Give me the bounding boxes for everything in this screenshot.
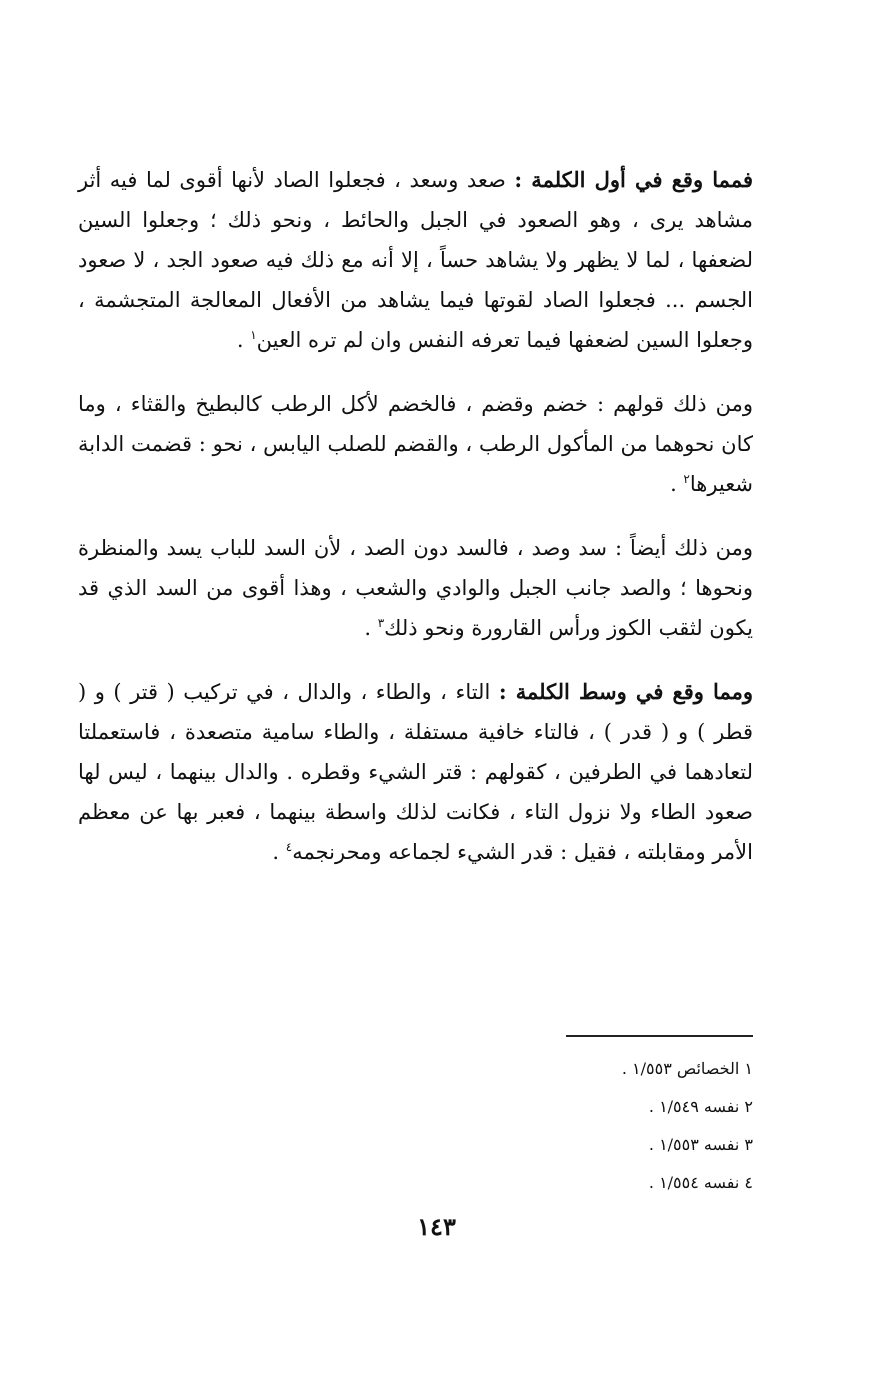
- paragraph-text: ومن ذلك أيضاً : سد وصد ، فالسد دون الصد ، لأن السد للباب يسد والمنظرة ونحوها ؛ والصد جانب الجبل والوادي والشعب ، وهذا أقوى من السد الذي قد يكون لثقب الكوز ورأس القارورة ونحو ذلك: [78, 536, 753, 640]
- paragraph-lead: ومما وقع في وسط الكلمة :: [498, 679, 753, 704]
- footnote-ref: ٢: [683, 472, 690, 486]
- footnote-4: ٤ نفسه ١/٥٥٤ .: [648, 1173, 753, 1192]
- footnote-ref: ١: [250, 328, 257, 342]
- footnote-divider: [566, 1035, 753, 1037]
- paragraph-end: .: [670, 472, 684, 496]
- paragraph-end: .: [236, 328, 251, 352]
- paragraph-text: صعد وسعد ، فجعلوا الصاد لأنها أقوى لما فيه أثر مشاهد يرى ، وهو الصعود في الجبل والحائط ، ونحو ذلك ؛ وجعلوا السين لضعفها ، لما لا يظهر ولا يشاهد حساً ، إلا أنه مع ذلك فيه صعود الجد ، لا صعود الجسم ... فجعلوا الصاد لقوتها فيما يشاهد من الأفعال المعالجة المتجشمة ، وجعلوا السين لضعفها فيما تعرفه النفس وان لم تره العين: [78, 168, 753, 352]
- footnote-1: ١ الخصائص ١/٥٥٣ .: [621, 1059, 753, 1078]
- paragraph-text: التاء ، والطاء ، والدال ، في تركيب ( قتر ) و ( قطر ) و ( قدر ) ، فالتاء خافية مستفلة ، والطاء سامية متصعدة ، فاستعملتا لتعادهما في الطرفين ، كقولهم : قتر الشيء وقطره . والدال بينهما ، ليس لها صعود الطاء ولا نزول التاء ، فكانت لذلك واسطة بينهما ، فعبر بها عن معظم الأمر ومقابلته ، فقيل : قدر الشيء لجماعه ومحرنجمه: [78, 680, 753, 864]
- paragraph-text: ومن ذلك قولهم : خضم وقضم ، فالخضم لأكل الرطب كالبطيخ والقثاء ، وما كان نحوهما من المأكول الرطب ، والقضم للصلب اليابس ، نحو : قضمت الدابة شعيرها: [78, 392, 753, 496]
- footnote-3: ٣ نفسه ١/٥٥٣ .: [648, 1135, 753, 1154]
- footnote-2: ٢ نفسه ١/٥٤٩ .: [648, 1097, 753, 1116]
- footnote-ref: ٤: [285, 840, 293, 854]
- paragraph-4: [78, 672, 753, 872]
- paragraph-end: .: [272, 840, 286, 864]
- body-text: [78, 160, 753, 872]
- paragraph-end: .: [364, 616, 378, 640]
- page-number: ١٤٣: [417, 1212, 456, 1241]
- paragraph-1: [78, 160, 753, 360]
- footnote-ref: ٣: [377, 616, 385, 630]
- footnotes: [353, 1050, 753, 1202]
- paragraph-3: [78, 528, 753, 648]
- paragraph-2: [78, 384, 753, 504]
- paragraph-lead: فمما وقع في أول الكلمة :: [514, 167, 753, 192]
